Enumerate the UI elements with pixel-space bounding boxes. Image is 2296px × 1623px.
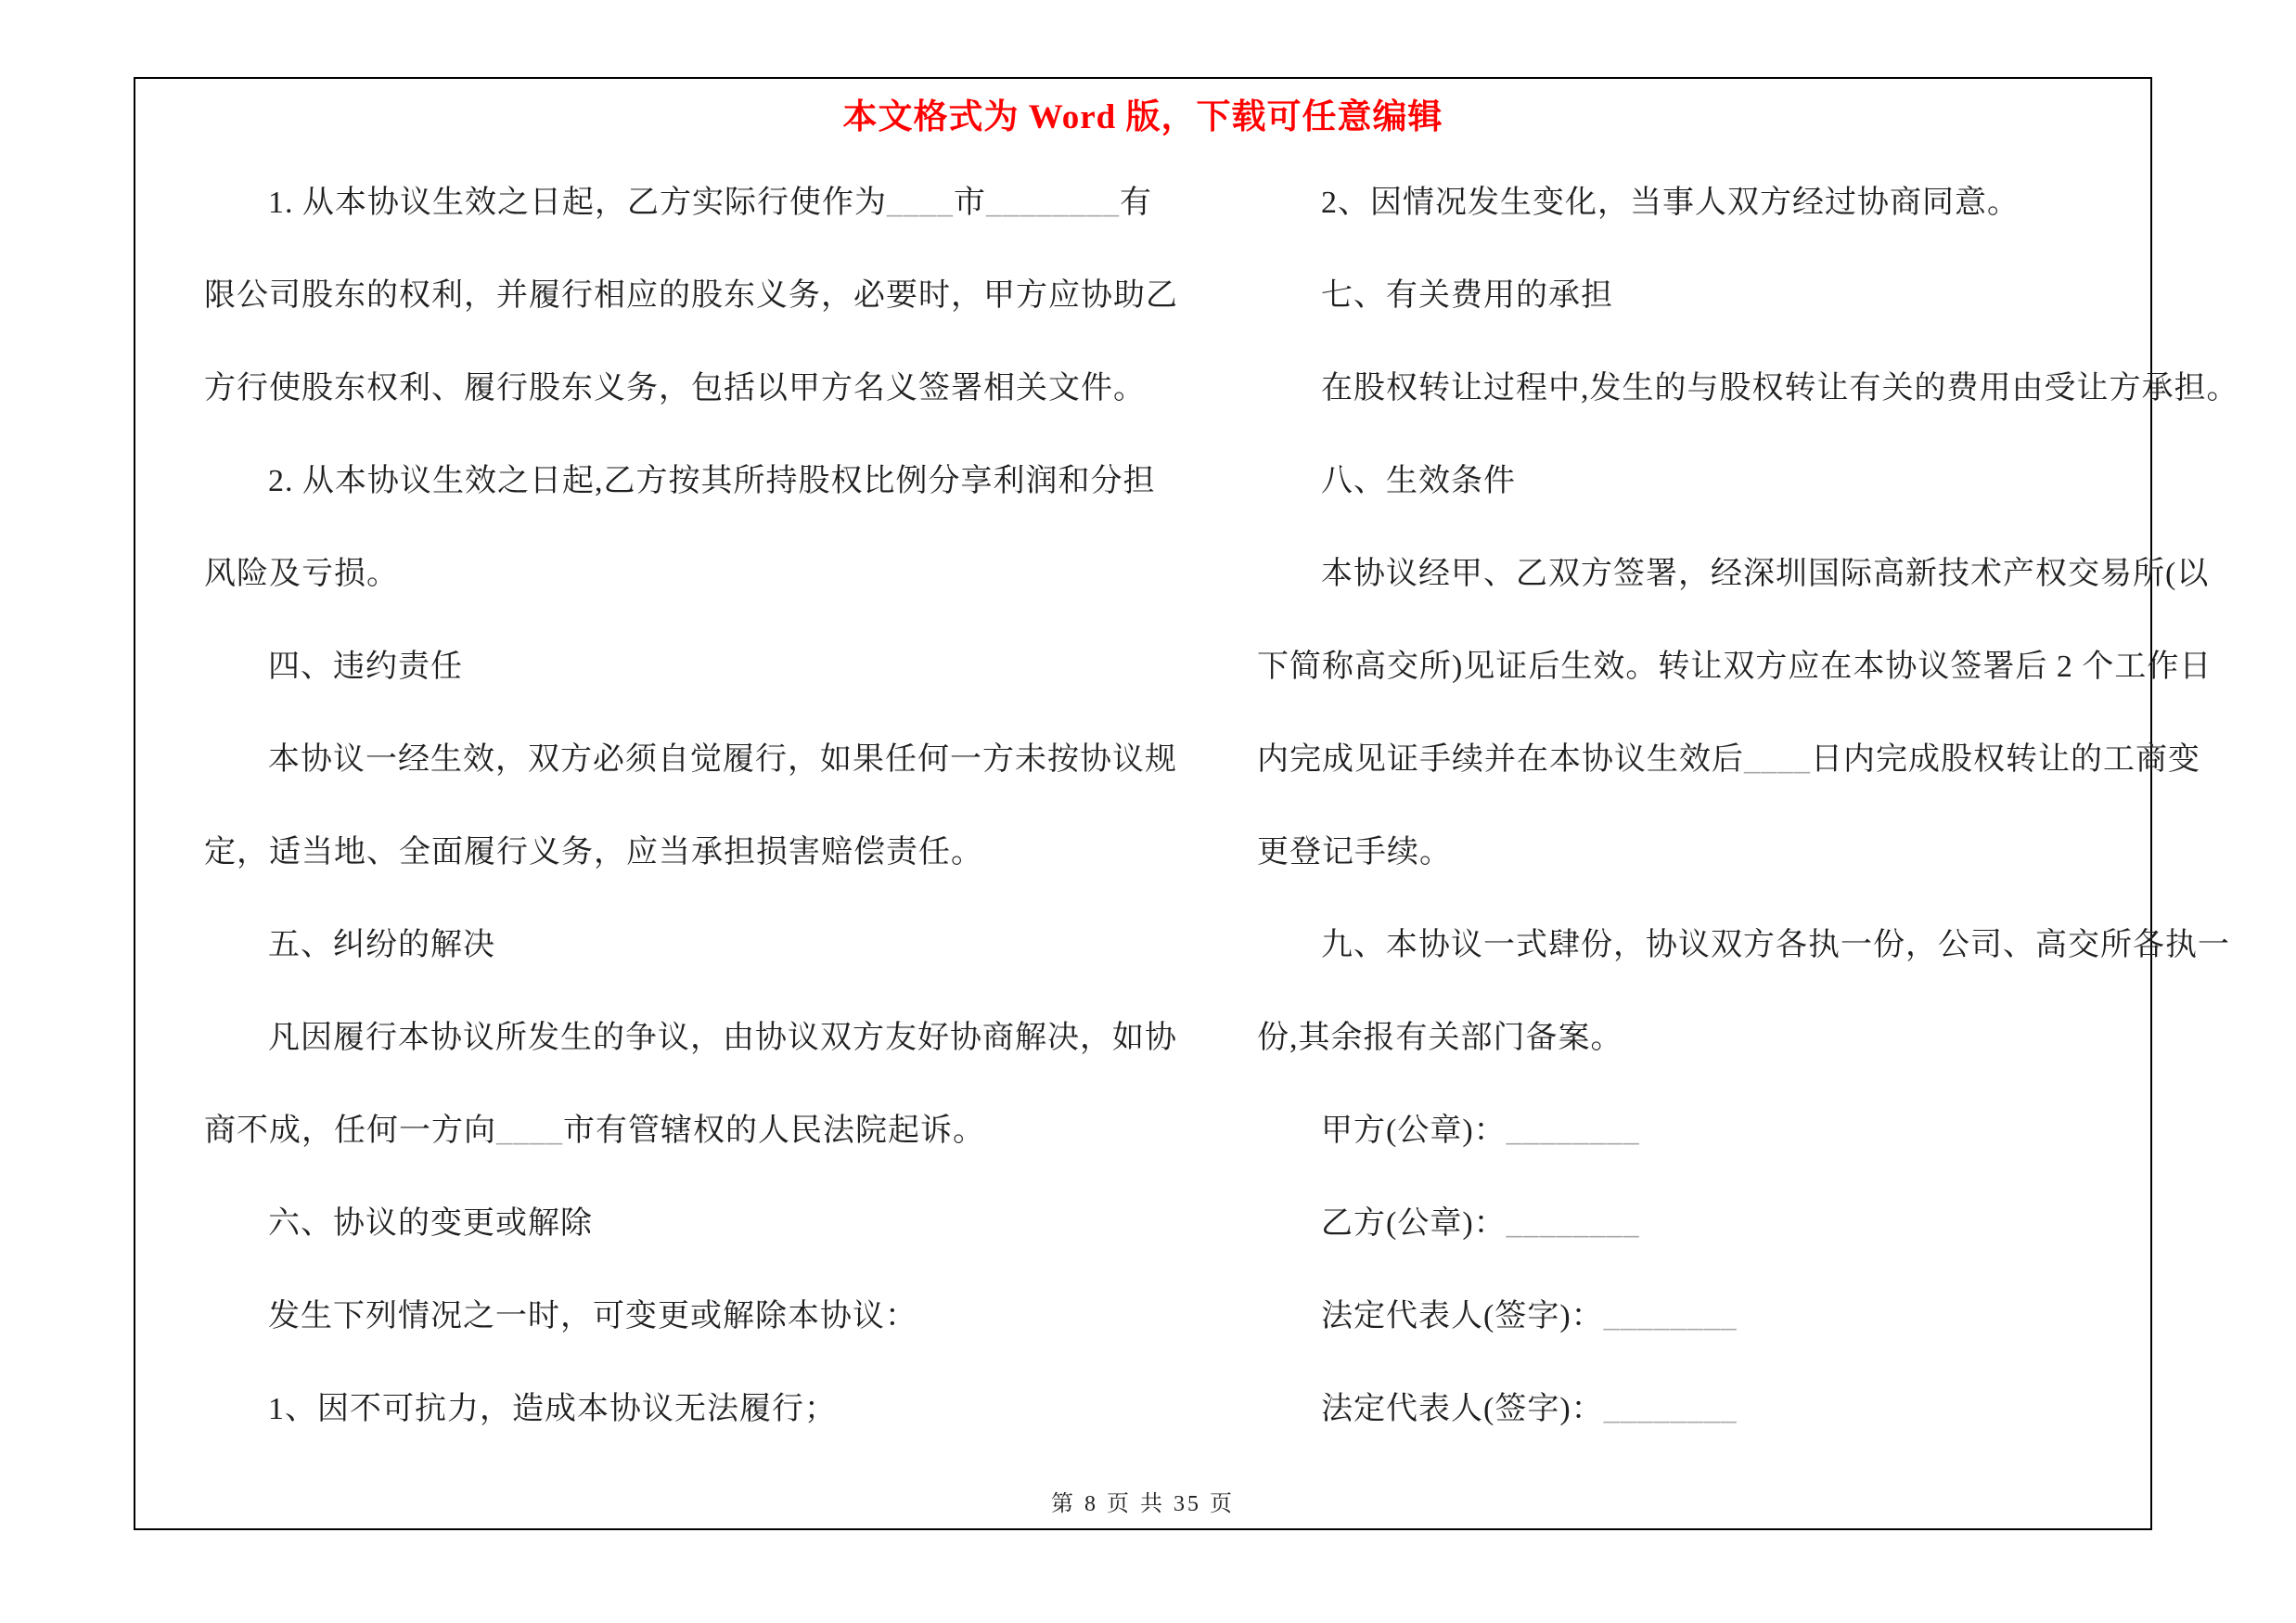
document-line: 九、本协议一式肆份，协议双方各执一份，公司、高交所各执一 xyxy=(1321,928,2230,962)
document-line: 法定代表人(签字)：________ xyxy=(1321,1392,1738,1426)
document-line: 定，适当地、全面履行义务，应当承担损害赔偿责任。 xyxy=(204,835,983,869)
document-line: 法定代表人(签字)：________ xyxy=(1321,1299,1738,1333)
page-number: 第 8 页 共 35 页 xyxy=(1051,1492,1235,1516)
document-line: 更登记手续。 xyxy=(1257,835,1452,869)
blank-underline: ____ xyxy=(887,186,954,220)
document-line: 方行使股东权利、履行股东义务，包括以甲方名义签署相关文件。 xyxy=(204,371,1146,406)
blank-underline: ____ xyxy=(1744,742,1811,777)
blank-underline: ________ xyxy=(1506,1114,1640,1148)
document-line: 六、协议的变更或解除 xyxy=(268,1206,593,1241)
blank-underline: ________ xyxy=(986,186,1120,220)
blank-underline: ________ xyxy=(1506,1206,1640,1241)
document-line: 本协议经甲、乙双方签署，经深圳国际高新技术产权交易所(以 xyxy=(1321,557,2210,591)
document-line: 份,其余报有关部门备案。 xyxy=(1257,1021,1623,1055)
text-column-right xyxy=(1257,157,2239,1456)
document-line: 本协议一经生效，双方必须自觉履行，如果任何一方未按协议规 xyxy=(268,742,1177,777)
blank-underline: ____ xyxy=(496,1114,563,1148)
document-line: 限公司股东的权利，并履行相应的股东义务，必要时，甲方应协助乙 xyxy=(204,278,1178,313)
document-line: 发生下列情况之一时，可变更或解除本协议： xyxy=(268,1299,917,1333)
document-line: 八、生效条件 xyxy=(1321,464,1516,498)
blank-underline: ________ xyxy=(1603,1299,1738,1333)
document-line: 四、违约责任 xyxy=(268,650,463,684)
document-line: 1. 从本协议生效之日起，乙方实际行使作为____市________有 xyxy=(268,186,1152,220)
document-line: 2、因情况发生变化，当事人双方经过协商同意。 xyxy=(1321,186,2020,220)
document-line: 七、有关费用的承担 xyxy=(1321,278,1613,313)
document-line: 乙方(公章)：________ xyxy=(1321,1206,1640,1241)
document-line: 1、因不可抗力，造成本协议无法履行； xyxy=(268,1392,837,1426)
format-notice: 本文格式为 Word 版，下载可任意编辑 xyxy=(842,98,1443,136)
document-line: 商不成，任何一方向____市有管辖权的人民法院起诉。 xyxy=(204,1114,985,1148)
blank-underline: ________ xyxy=(1603,1392,1738,1426)
document-line: 下简称高交所)见证后生效。转让双方应在本协议签署后 2 个工作日 xyxy=(1257,650,2213,684)
text-column-left xyxy=(204,157,1178,1456)
document-line: 五、纠纷的解决 xyxy=(268,928,495,962)
document-line: 凡因履行本协议所发生的争议，由协议双方友好协商解决，如协 xyxy=(268,1021,1177,1055)
document-line: 内完成见证手续并在本协议生效后____日内完成股权转让的工商变 xyxy=(1257,742,2200,777)
document-line: 甲方(公章)：________ xyxy=(1321,1114,1640,1148)
page-border xyxy=(134,77,2239,1530)
document-line: 风险及亏损。 xyxy=(204,557,399,591)
document-line: 在股权转让过程中,发生的与股权转让有关的费用由受让方承担。 xyxy=(1321,371,2239,406)
document-line: 2. 从本协议生效之日起,乙方按其所持股权比例分享利润和分担 xyxy=(268,464,1156,498)
